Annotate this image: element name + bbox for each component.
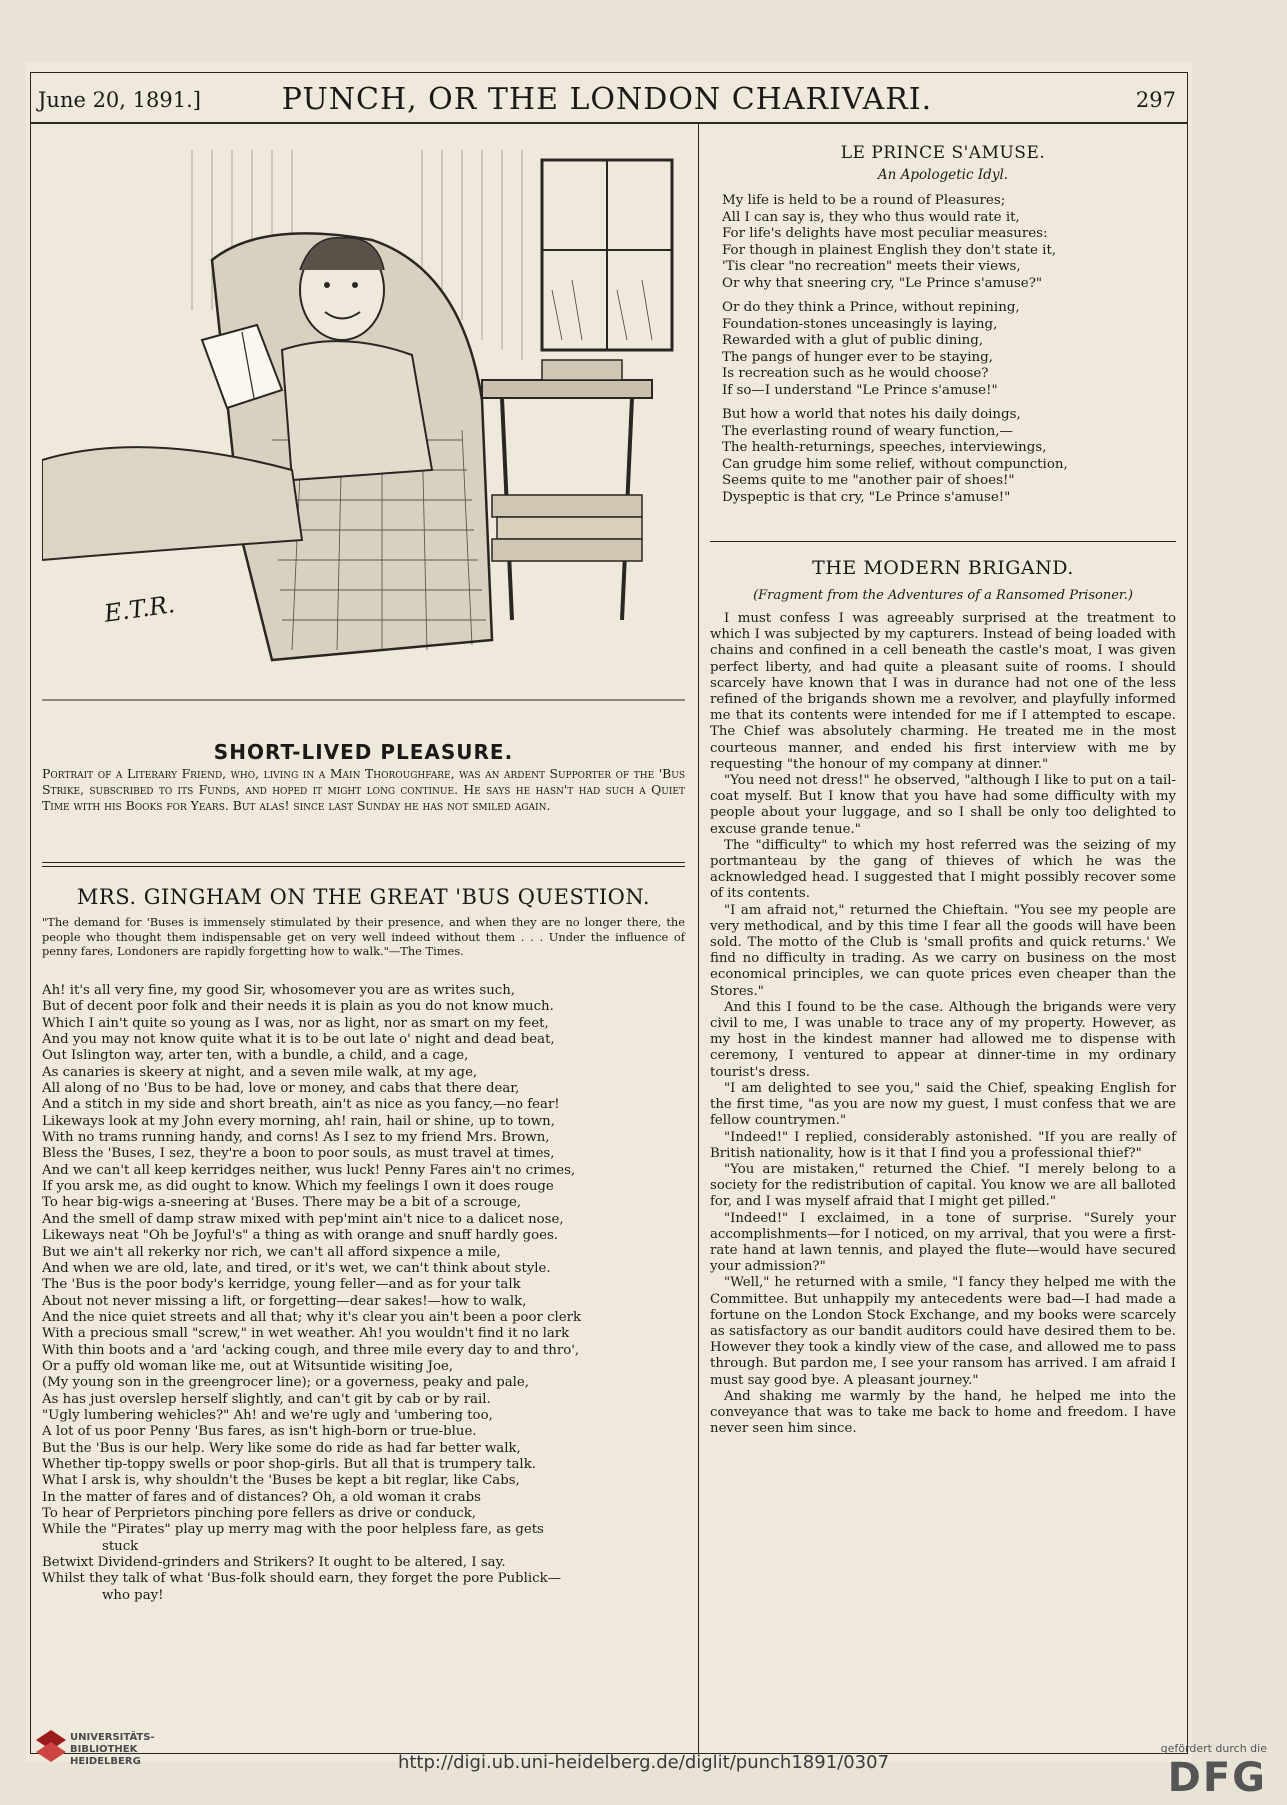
verse-line: And the nice quiet streets and all that; why it's clear you ain't been a poor clerk [42,1309,582,1325]
verse-line: who pay! [102,1587,164,1603]
verse-line: Bless the 'Buses, I sez, they're a boon to poor souls, as must travel at times, [42,1146,555,1162]
verse-line: And when we are old, late, and tired, or it's wet, we can't think about style. [42,1260,551,1276]
gingham-title: MRS. GINGHAM ON THE GREAT 'BUS QUESTION. [76,885,651,909]
brigand-body [710,611,1176,1437]
verse-line: "Ugly lumbering wehicles?" Ah! and we're ugly and 'umbering too, [42,1407,493,1423]
paragraph: The "difficulty" to which my host referred was the seizing of my portmanteau by the gang of thieves of which he was the acknowledged head. I suggested that I might possibly recover some of its contents. [710,837,1176,902]
verse-line: To hear of Perprietors pinching pore fellers as drive or conduck, [42,1506,477,1521]
verse-line: Ah! it's all very fine, my good Sir, whosomever you are as writes such, [42,983,516,998]
verse-line: While the "Pirates" play up merry mag with the poor helpless fare, as gets [42,1522,544,1538]
masthead-title: PUNCH, OR THE LONDON CHARIVARI. [281,82,933,117]
verse-line: Betwixt Dividend-grinders and Strikers? It ought to be altered, I say. [42,1555,506,1571]
top-border [30,72,1188,73]
verse-line: Foundation-stones unceasingly is laying, [722,316,998,332]
verse-line: The everlasting round of weary function,— [722,423,1013,439]
verse-line: Whether tip-toppy swells or poor shop-girls. But all that is trumpery talk. [42,1456,536,1472]
gingham-verse [42,983,685,1604]
funder-block [1161,1742,1267,1801]
paragraph: And shaking me warmly by the hand, he helped me into the conveyance that was to take me back to home and freedom. I have never seen him since. [710,1388,1176,1437]
gingham-epigraph: "The demand for 'Buses is immensely stimulated by their presence, and when they are no longer there, the people who thought them indispensable get on very well indeed without them . . . Under the influence of penny fares, Londoners are rapidly forgetting how to walk."—The Times. [42,915,685,958]
verse-line: If so—I understand "Le Prince s'amuse!" [722,382,998,398]
verse-line: Likeways look at my John every morning, ah! rain, hail or shine, up to town, [42,1113,555,1129]
verse-line: What I arsk is, why shouldn't the 'Buses be kept a bit reglar, like Cabs, [42,1473,520,1489]
verse-line: With thin boots and a 'ard 'acking cough, and three mile every day to and thro', [42,1342,580,1358]
cartoon-title: SHORT-LIVED PLEASURE. [213,740,514,764]
verse-line: If you arsk me, as did ought to know. Which my feelings I own it does rouge [42,1179,554,1195]
section-rule [42,862,685,863]
verse-line: But the 'Bus is our help. Wery like some do ride as had far better walk, [42,1440,521,1456]
verse-line: With no trams running handy, and corns! As I sez to my friend Mrs. Brown, [42,1130,550,1146]
section-rule [710,541,1176,542]
verse-line: The pangs of hunger ever to be staying, [722,349,993,365]
paragraph: "You are mistaken," returned the Chief. "I merely belong to a society for the redistribution of capital. You know we are all balloted for, and I was myself afraid that I might get pilled." [710,1161,1176,1210]
cartoon-caption: Portrait of a Literary Friend, who, living in a Main Thoroughfare, was an ardent Supporter of the 'Bus Strike, subscribed to its Funds, and hoped it might long continue. He says he hasn't had such a Quiet Time with his Books for Years. But alas! since last Sunday he has not smiled again. [42,766,685,813]
verse-line: Rewarded with a glut of public dining, [722,333,984,348]
verse-line: Whilst they talk of what 'Bus-folk should earn, they forget the pore Publick— [42,1571,561,1587]
verse-line: The health-returnings, speeches, interviewings, [722,440,1047,455]
verse-line: Is recreation such as he would choose? [722,366,989,381]
verse-line: Or a puffy old woman like me, out at Witsuntide wisiting Joe, [42,1358,454,1374]
verse-line: And the smell of damp straw mixed with pep'mint ain't nice to a dalicet nose, [42,1211,564,1227]
stanza [722,193,1188,292]
verse-line: And a stitch in my side and short breath, ain't as nice as you fancy,—no fear! [42,1097,560,1113]
verse-line: stuck [102,1538,139,1554]
library-line: HEIDELBERG [70,1756,141,1767]
verse-line: About not never missing a lift, or forgetting—dear sakes!—how to walk, [42,1293,527,1309]
prince-subtitle: An Apologetic Idyl. [877,167,1009,183]
funder-logo: DFG [1167,1755,1267,1801]
verse-line: And you may not know quite what it is to be out late o' night and dead beat, [42,1032,555,1048]
library-line: UNIVERSITÄTS- [70,1732,155,1743]
reader-in-armchair-drawing [42,140,685,730]
verse-line: With a precious small "screw," in wet weather. Ah! you wouldn't find it no lark [42,1326,570,1342]
verse-line: And we can't all keep kerridges neither, wus luck! Penny Fares ain't no crimes, [42,1162,576,1178]
verse-line: For life's delights have most peculiar measures: [722,226,1048,241]
paragraph: "Indeed!" I replied, considerably astonished. "If you are really of British nationality, how is it that I find you a professional thief?" [710,1129,1176,1161]
verse-line: But we ain't all rekerky nor rich, we can't all afford sixpence a mile, [42,1244,501,1260]
verse-line: In the matter of fares and of distances? Oh, a old woman it crabs [42,1489,481,1505]
funder-note: gefördert durch die [1160,1742,1267,1755]
verse-line: All along of no 'Bus to be had, love or money, and cabs that there dear, [42,1081,520,1097]
paragraph: And this I found to be the case. Although the brigands were very civil to me, I was unable to trace any of my property. However, as my host in the kindest manner had allowed me to dispense with ceremony, I ventured to appear at dinner-time in my ordinary tourist's dress. [710,999,1176,1080]
verse-line: Dyspeptic is that cry, "Le Prince s'amuse!" [722,489,1011,505]
column-divider [698,124,699,1754]
verse-line: Can grudge him some relief, without compunction, [722,456,1068,472]
verse-line: For though in plainest English they don't state it, [722,242,1057,258]
verse-line: As has just overslep herself slightly, and can't git by cab or by rail. [42,1391,491,1407]
artist-signature: E.T.R. [102,590,177,628]
verse-line: Which I ain't quite so young as I was, nor as light, nor as smart on my feet, [42,1015,549,1031]
verse-line: Seems quite to me "another pair of shoes!" [722,473,1015,488]
left-border [30,72,31,1754]
paragraph: "Well," he returned with a smile, "I fancy they helped me with the Committee. But unhappily my antecedents were bad—I had made a fortune on the London Stock Exchange, and my books were scarcely as satisfactory as our bandit auditors could have desired them to be. However they took a kindly view of the case, and allowed me to pass through. But pardon me, I see your ransom has arrived. I am afraid I must say good bye. A pleasant journey." [710,1275,1176,1388]
verse-line: My life is held to be a round of Pleasures; [722,193,1006,208]
paragraph: "I am delighted to see you," said the Chief, speaking English for the first time, "as you are now my guest, I must confess that we are fellow countrymen." [710,1080,1176,1129]
verse-line: Or do they think a Prince, without repining, [722,300,1020,315]
paragraph: "You need not dress!" he observed, "although I like to put on a tail-coat myself. But I know that you have had some difficulty with my people about your luggage, and so I shall be only too delighted to excuse grande tenue." [710,773,1177,837]
verse-line: As canaries is skeery at night, and a seven mile walk, at my age, [42,1064,478,1080]
library-line: BIBLIOTHEK [70,1744,138,1755]
verse-line: Out Islington way, arter ten, with a bundle, a child, and a cage, [42,1048,469,1064]
cartoon-illustration [42,140,685,730]
verse-line: Likeways neat "Oh be Joyful's" a thing as with orange and snuff hardly goes. [42,1228,559,1244]
verse-line: Or why that sneering cry, "Le Prince s'amuse?" [722,275,1043,291]
verse-line: A lot of us poor Penny 'Bus fares, as isn't high-born or true-blue. [42,1424,477,1440]
verse-line: To hear big-wigs a-sneering at 'Buses. There may be a bit of a scrouge, [42,1195,522,1211]
brigand-subtitle: (Fragment from the Adventures of a Ransomed Prisoner.) [753,588,1133,603]
paragraph: "Indeed!" I exclaimed, in a tone of surprise. "Surely your accomplishments—for I noticed, on my arrival, that you were a first-rate hand at lawn tennis, and played the flute—would have secured your admission?" [710,1210,1176,1275]
brigand-title: THE MODERN BRIGAND. [812,557,1074,579]
verse-line: But how a world that notes his daily doings, [722,407,1021,422]
verse-line: (My young son in the greengrocer line); or a governess, peaky and pale, [42,1375,530,1391]
verse-line: The 'Bus is the poor body's kerridge, young feller—and as for your talk [42,1277,521,1293]
section-rule-2 [42,866,685,867]
prince-verse [710,193,1188,514]
prince-title: LE PRINCE S'AMUSE. [840,143,1046,163]
page-number: 297 [1135,88,1176,112]
paragraph: I must confess I was agreeably surprised at the treatment to which I was subjected by my capturers. Instead of being loaded with chains and confined in a cell beneath the castle's moat, I was given perfect liberty, and had quite a pleasant suite of rooms. I should scarcely have known that I was in durance had not one of the less refined of the brigands shown me a revolver, and playfully informed me that its contents were intended for me if I attempted to escape. The Chief was absolutely charming. He treated me in the most courteous manner, and ended his first interview with me by requesting "the honour of my company at dinner." [710,611,1176,772]
digitization-footer [0,1732,1287,1805]
verse-line: 'Tis clear "no recreation" meets their views, [722,259,1021,274]
paragraph: "I am afraid not," returned the Chieftain. "You see my people are very methodical, and by this time I fear all the goods will have been sold. The motto of the Club is 'small profits and quick returns.' We find no difficulty in trading. As we carry on business on the most economical principles, we can quote prices even cheaper than the Stores." [710,902,1176,999]
issue-date: June 20, 1891.] [38,88,201,112]
source-url-link[interactable]: http://digi.ub.uni-heidelberg.de/diglit/punch1891/0307 [397,1752,890,1773]
page-header [38,82,1176,118]
stanza [722,407,1188,506]
stanza [722,300,1188,399]
verse-line: But of decent poor folk and their needs it is plain as you do not know much. [42,999,554,1015]
verse-line: All I can say is, they who thus would rate it, [722,209,1020,225]
header-rule [30,122,1188,124]
